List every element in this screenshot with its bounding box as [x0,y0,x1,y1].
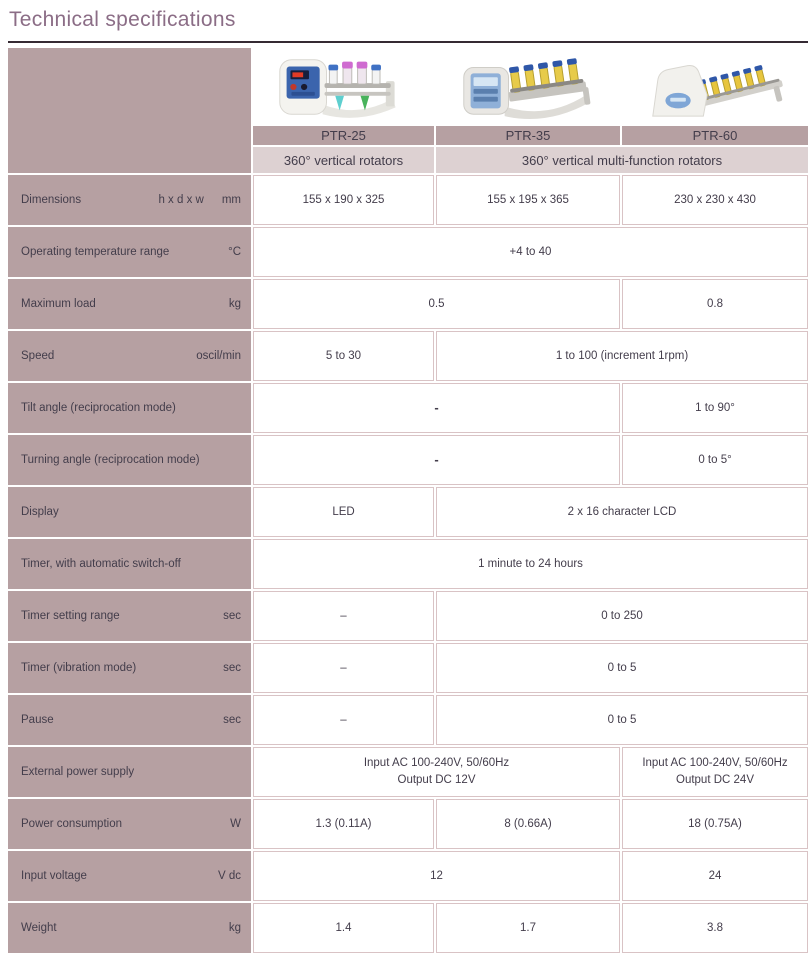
spec-value-line: Input AC 100-240V, 50/60Hz [363,757,510,770]
spec-row-label [8,695,251,745]
ptr-35-rotator-image [450,50,606,122]
spec-label-unit: °C [228,246,241,258]
spec-value-cell: 1 to 100 (increment 1rpm) [436,331,808,381]
title-rule [8,41,808,43]
spec-value-cell: 1 to 90° [622,383,808,433]
category-cell-0: 360° vertical rotators [253,147,434,173]
spec-label-text: Operating temperature range [21,246,170,258]
spec-row-label [8,799,251,849]
spec-label-text: Weight [21,922,57,934]
spec-label-text: Dimensions [21,194,82,206]
ptr-60-rotator-image [637,52,793,122]
spec-value-cell: 230 x 230 x 430 [622,175,808,225]
spec-row-label [8,539,251,589]
spec-value-cell [622,747,808,797]
spec-value-cell: – [253,643,434,693]
spec-label-text: Display [21,506,59,518]
spec-value-line: Input AC 100-240V, 50/60Hz [642,757,788,770]
spec-label-unit: mm [221,194,241,206]
spec-value-cell: 1 minute to 24 hours [253,539,808,589]
spec-value-cell: 0.8 [622,279,808,329]
product-image-cell-ptr-35 [436,48,620,124]
spec-value-cell: 3.8 [622,903,808,953]
table-corner-cell [8,48,251,173]
spec-value-cell: – [253,591,434,641]
spec-row-label [8,175,251,225]
spec-row-label [8,643,251,693]
spec-row-label [8,227,251,277]
spec-value-cell: – [253,695,434,745]
spec-value-cell: 12 [253,851,620,901]
spec-table [8,48,808,953]
spec-label-text: Pause [21,714,54,726]
spec-label-unit: oscil/min [196,350,241,362]
spec-value-cell: 0 to 5 [436,695,808,745]
spec-label-unit: kg [228,298,241,310]
spec-label-text: Maximum load [21,298,96,310]
spec-label-text: Timer setting range [21,610,120,622]
spec-row-label [8,903,251,953]
spec-label-text: Input voltage [21,870,87,882]
spec-value-cell: LED [253,487,434,537]
spec-row-label [8,851,251,901]
spec-label-text: Power consumption [21,818,122,830]
spec-value-cell: 5 to 30 [253,331,434,381]
spec-label-unit: sec [223,714,241,726]
spec-value-cell: 1.7 [436,903,620,953]
spec-value-line: Output DC 12V [397,774,476,786]
spec-label-unit: V dc [217,870,241,882]
spec-row-label [8,435,251,485]
spec-value-cell: +4 to 40 [253,227,808,277]
spec-row-label [8,487,251,537]
product-name-ptr-60: PTR-60 [622,126,808,145]
spec-label-text: External power supply [21,766,135,778]
spec-label-subspec: h x d x w [158,194,204,206]
product-image-cell-ptr-60 [622,48,808,124]
spec-label-unit: sec [223,610,241,622]
spec-row-label [8,331,251,381]
spec-value-cell: 155 x 195 x 365 [436,175,620,225]
spec-value-line: Output DC 24V [676,774,754,786]
spec-value-cell: 0 to 5 [436,643,808,693]
spec-label-text: Timer (vibration mode) [21,662,137,674]
spec-value-cell: 0 to 250 [436,591,808,641]
spec-value-cell: 155 x 190 x 325 [253,175,434,225]
product-name-ptr-35: PTR-35 [436,126,620,145]
spec-label-text: Turning angle (reciprocation mode) [21,454,200,466]
spec-label-text: Speed [21,350,55,362]
spec-value-cell: - [253,383,620,433]
category-cell-1: 360° vertical multi-function rotators [436,147,808,173]
spec-label-unit: sec [223,662,241,674]
page-title: Technical specifications [9,8,236,31]
spec-value-cell: 1.4 [253,903,434,953]
spec-value-cell: 2 x 16 character LCD [436,487,808,537]
spec-row-label [8,383,251,433]
spec-label-text: Timer, with automatic switch-off [21,558,181,570]
spec-value-cell: 0 to 5° [622,435,808,485]
spec-value-cell: 24 [622,851,808,901]
ptr-25-rotator-image [266,50,422,122]
spec-value-cell [253,747,620,797]
spec-label-unit: kg [228,922,241,934]
spec-row-label [8,279,251,329]
spec-value-cell: 1.3 (0.11A) [253,799,434,849]
spec-value-cell: 18 (0.75A) [622,799,808,849]
product-name-ptr-25: PTR-25 [253,126,434,145]
spec-value-cell: 8 (0.66A) [436,799,620,849]
spec-label-text: Tilt angle (reciprocation mode) [21,402,176,414]
spec-label-unit: W [230,818,241,830]
product-image-cell-ptr-25 [253,48,434,124]
spec-row-label [8,747,251,797]
spec-value-cell: 0.5 [253,279,620,329]
spec-row-label [8,591,251,641]
spec-value-cell: - [253,435,620,485]
